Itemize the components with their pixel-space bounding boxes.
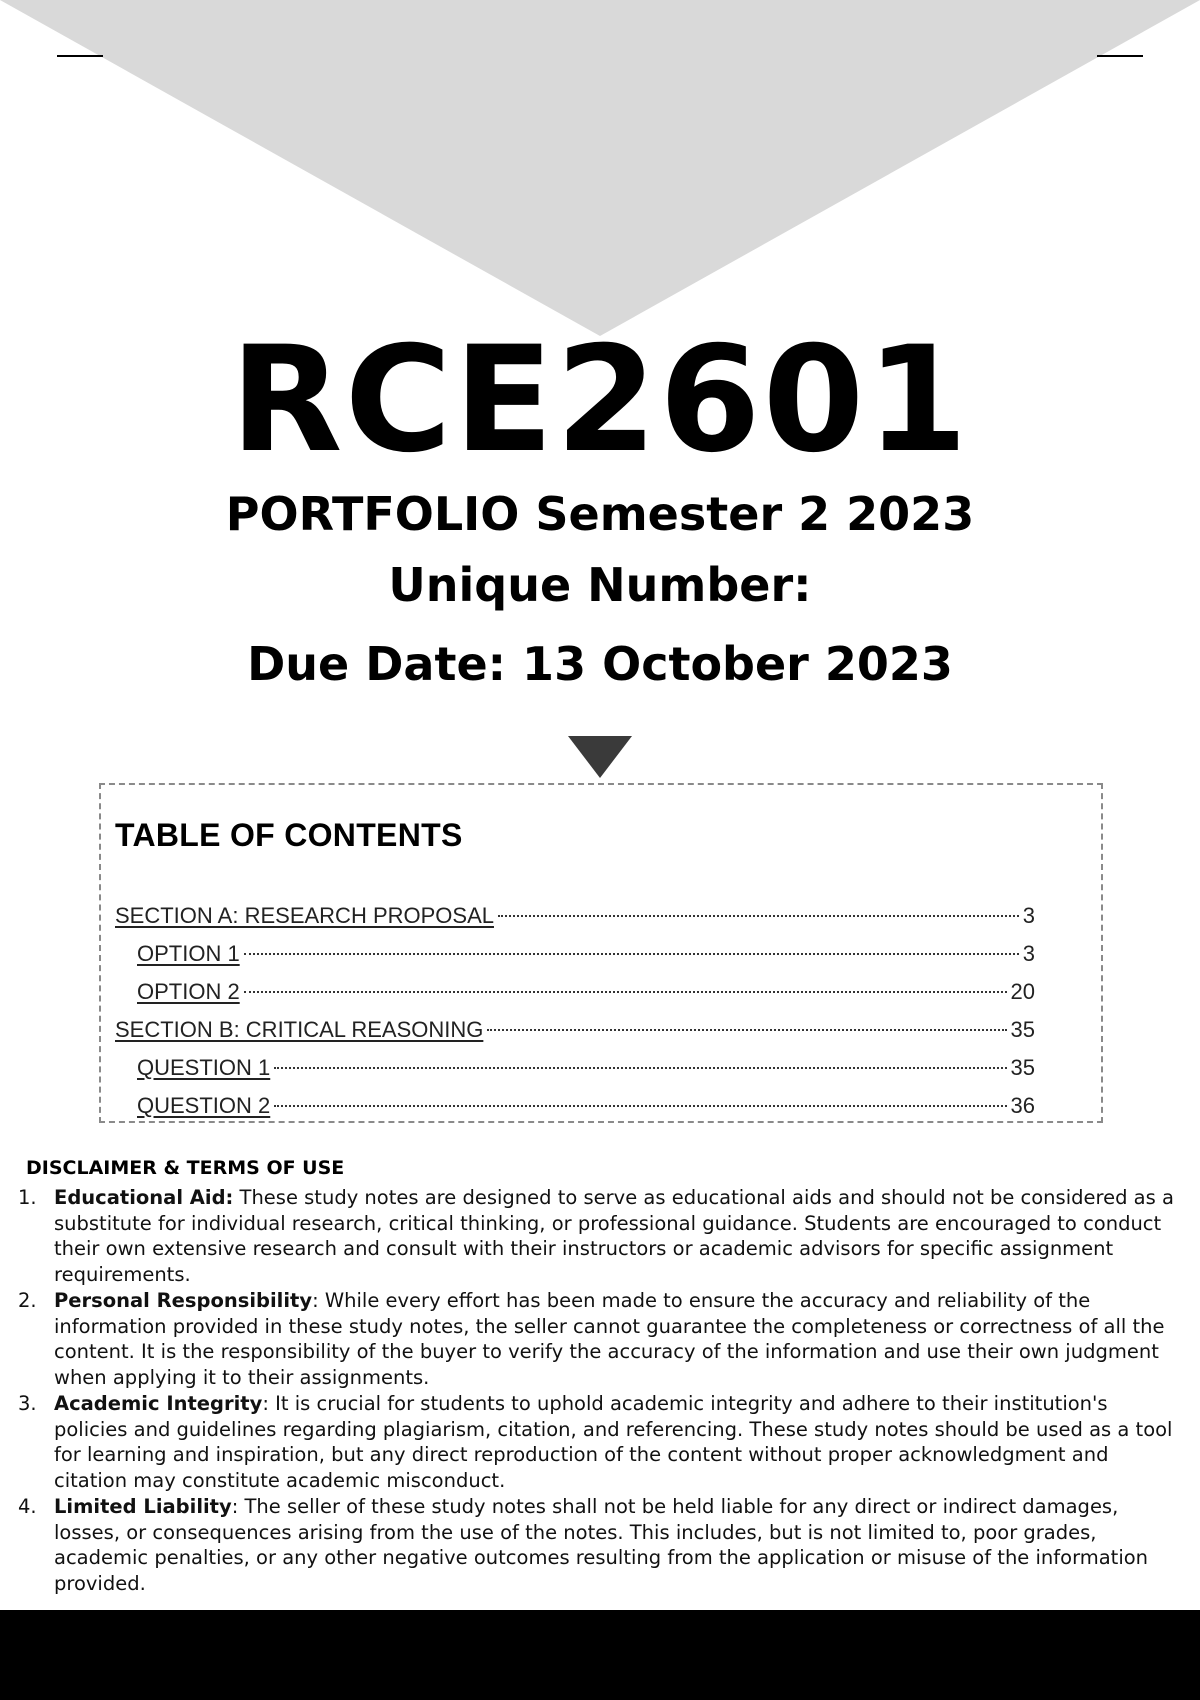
toc-entry[interactable] xyxy=(115,1087,1035,1125)
disclaimer-heading: DISCLAIMER & TERMS OF USE xyxy=(26,1157,345,1179)
toc-entry-label[interactable]: SECTION A: RESEARCH PROPOSAL xyxy=(115,903,494,928)
term-text: These study notes are designed to serve as educational aids and should not be considered as a substitute for individual research, critical thinking, or professional guidance. Students are encouraged to conduct their own extensive research and consult with their instructors or academic advisors for specific assignment requirements. xyxy=(54,1186,1174,1286)
toc-page-number: 35 xyxy=(1010,1017,1035,1042)
corner-rule-left xyxy=(57,55,103,57)
toc-title: TABLE OF CONTENTS xyxy=(115,817,463,853)
due-date-label: Due Date: 13 October 2023 xyxy=(247,637,953,691)
toc-dot-leader xyxy=(274,1105,1006,1107)
toc-entry-label[interactable]: SECTION B: CRITICAL REASONING xyxy=(115,1017,484,1042)
toc-entry-label[interactable]: QUESTION 1 xyxy=(137,1055,271,1080)
toc-page-number: 36 xyxy=(1010,1093,1035,1118)
toc-entry-label[interactable]: OPTION 2 xyxy=(137,979,240,1004)
down-triangle-icon xyxy=(568,736,632,778)
toc-page-number: 3 xyxy=(1022,903,1035,928)
term-title: Personal Responsibility xyxy=(54,1289,313,1312)
toc-entry[interactable] xyxy=(115,973,1035,1011)
toc-dot-leader xyxy=(274,1067,1006,1069)
term-item xyxy=(18,1494,1186,1596)
toc-dot-leader xyxy=(498,915,1019,917)
toc-dot-leader xyxy=(244,953,1019,955)
toc-page-number: 3 xyxy=(1022,941,1035,966)
term-number: 1. xyxy=(18,1186,37,1209)
toc-page-number: 20 xyxy=(1010,979,1035,1004)
toc-list xyxy=(115,897,1035,1125)
toc-entry[interactable] xyxy=(115,897,1035,935)
term-item xyxy=(18,1288,1186,1390)
term-title: Educational Aid: xyxy=(54,1186,234,1209)
term-text: : While every effort has been made to ensure the accuracy and reliability of the information provided in these study notes, the seller cannot guarantee the completeness or correctness of all the content. It is the responsibility of the buyer to verify the accuracy of the information and use their own judgment when applying it to their assignments. xyxy=(54,1289,1165,1389)
disclaimer-section xyxy=(18,1155,1186,1597)
unique-number-label: Unique Number: xyxy=(388,558,812,612)
toc-dot-leader xyxy=(244,991,1007,993)
term-text: : It is crucial for students to uphold academic integrity and adhere to their institution's policies and guidelines regarding plagiarism, citation, and referencing. These study notes should be used as a tool for learning and inspiration, but any direct reproduction of the content without proper acknowledgment and citation may constitute academic misconduct. xyxy=(54,1392,1173,1492)
toc-entry-label[interactable]: QUESTION 2 xyxy=(137,1093,271,1118)
term-title: Academic Integrity xyxy=(54,1392,263,1415)
toc-dot-leader xyxy=(487,1029,1006,1031)
bottom-black-bar xyxy=(0,1610,1200,1700)
terms-list xyxy=(18,1185,1186,1596)
corner-rule-right xyxy=(1097,55,1143,57)
toc-entry[interactable] xyxy=(115,1011,1035,1049)
term-number: 3. xyxy=(18,1392,37,1415)
term-title: Limited Liability xyxy=(54,1495,232,1518)
term-number: 2. xyxy=(18,1289,37,1312)
term-text: : The seller of these study notes shall not be held liable for any direct or indirect damages, losses, or consequences arising from the use of the notes. This includes, but is not limited to, poor grades, academic penalties, or any other negative outcomes resulting from the application or misuse of the information provided. xyxy=(54,1495,1149,1595)
toc-entry-label[interactable]: OPTION 1 xyxy=(137,941,240,966)
top-chevron-decoration xyxy=(0,0,1200,340)
term-number: 4. xyxy=(18,1495,37,1518)
course-code-title: RCE2601 xyxy=(230,315,970,485)
term-item xyxy=(18,1391,1186,1493)
toc-page-number: 35 xyxy=(1010,1055,1035,1080)
toc-entry[interactable] xyxy=(115,1049,1035,1087)
table-of-contents xyxy=(99,783,1103,1123)
portfolio-subtitle: PORTFOLIO Semester 2 2023 xyxy=(225,487,975,541)
toc-entry[interactable] xyxy=(115,935,1035,973)
term-item xyxy=(18,1185,1186,1287)
